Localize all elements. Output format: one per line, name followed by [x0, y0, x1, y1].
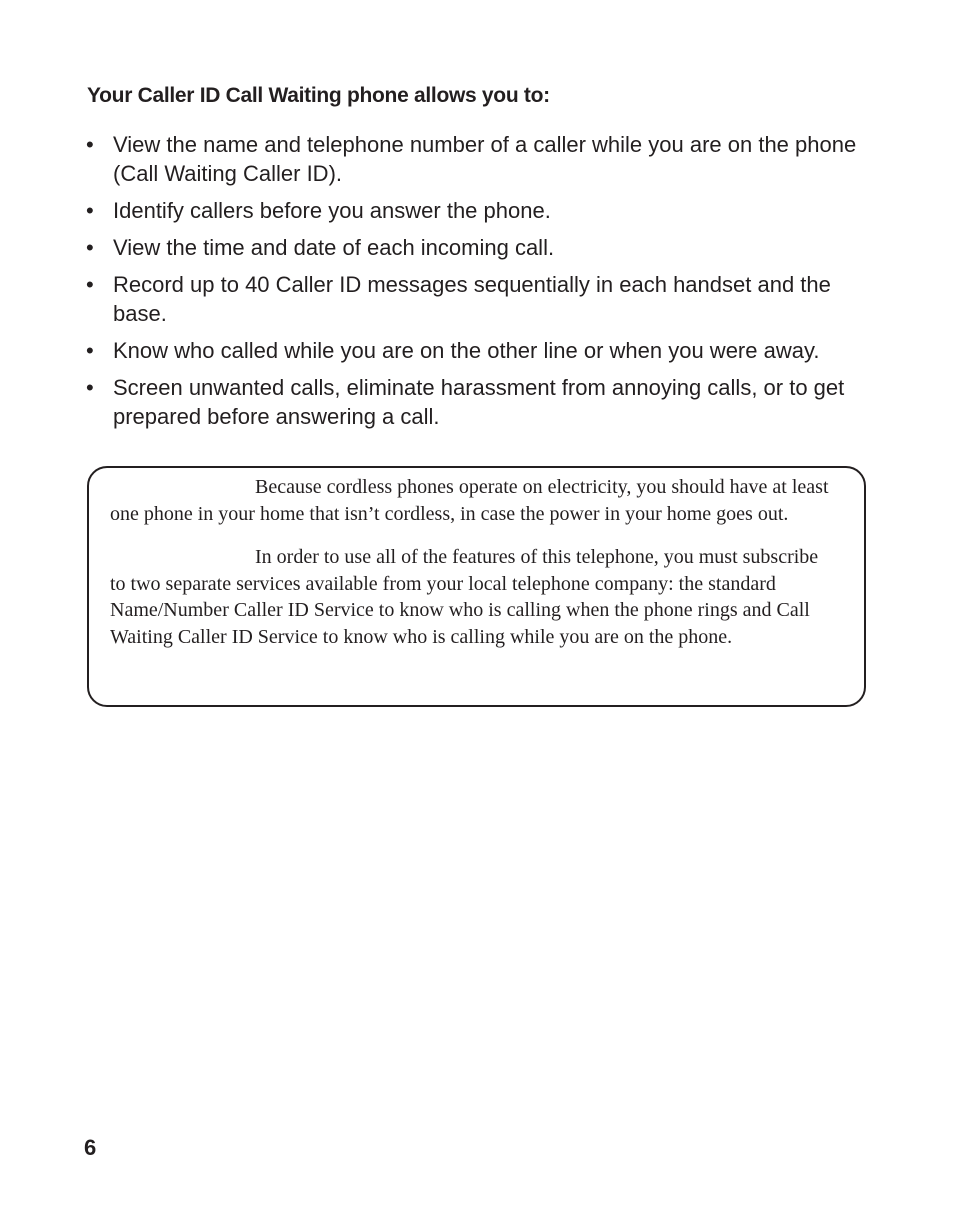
feature-text: Screen unwanted calls, eliminate harassment from annoying calls, or to get prepared before answering a call.	[113, 375, 845, 429]
feature-item	[86, 233, 876, 262]
feature-item	[86, 373, 876, 431]
bullet-icon: •	[86, 198, 94, 223]
feature-text: View the time and date of each incoming call.	[113, 235, 555, 260]
feature-item	[86, 270, 876, 328]
bullet-icon: •	[86, 272, 94, 297]
bullet-icon: •	[86, 235, 94, 260]
feature-list	[86, 130, 876, 439]
feature-item	[86, 130, 876, 188]
feature-text: Identify callers before you answer the phone.	[113, 198, 551, 223]
note-box	[87, 466, 866, 707]
feature-item	[86, 196, 876, 225]
bullet-icon: •	[86, 375, 94, 400]
feature-text: View the name and telephone number of a caller while you are on the phone (Call Waiting Caller ID).	[113, 132, 857, 186]
subscription-note: In order to use all of the features of this telephone, you must subscribe to two separate services available from your local telephone company: the standard Name/Number Caller ID Service to know who is calling when the phone rings and Call Waiting Caller ID Service to know who is calling while you are on the phone.	[110, 546, 819, 648]
section-heading: Your Caller ID Call Waiting phone allows you to:	[87, 84, 550, 107]
power-note: Because cordless phones operate on electricity, you should have at least one phone in your home that isn’t cordless, in case the power in your home goes out.	[110, 476, 829, 525]
feature-text: Know who called while you are on the other line or when you were away.	[113, 338, 820, 363]
bullet-icon: •	[86, 132, 94, 157]
bullet-icon: •	[86, 338, 94, 363]
feature-text: Record up to 40 Caller ID messages sequentially in each handset and the base.	[113, 272, 831, 326]
feature-item	[86, 336, 876, 365]
page-number: 6	[84, 1135, 97, 1160]
